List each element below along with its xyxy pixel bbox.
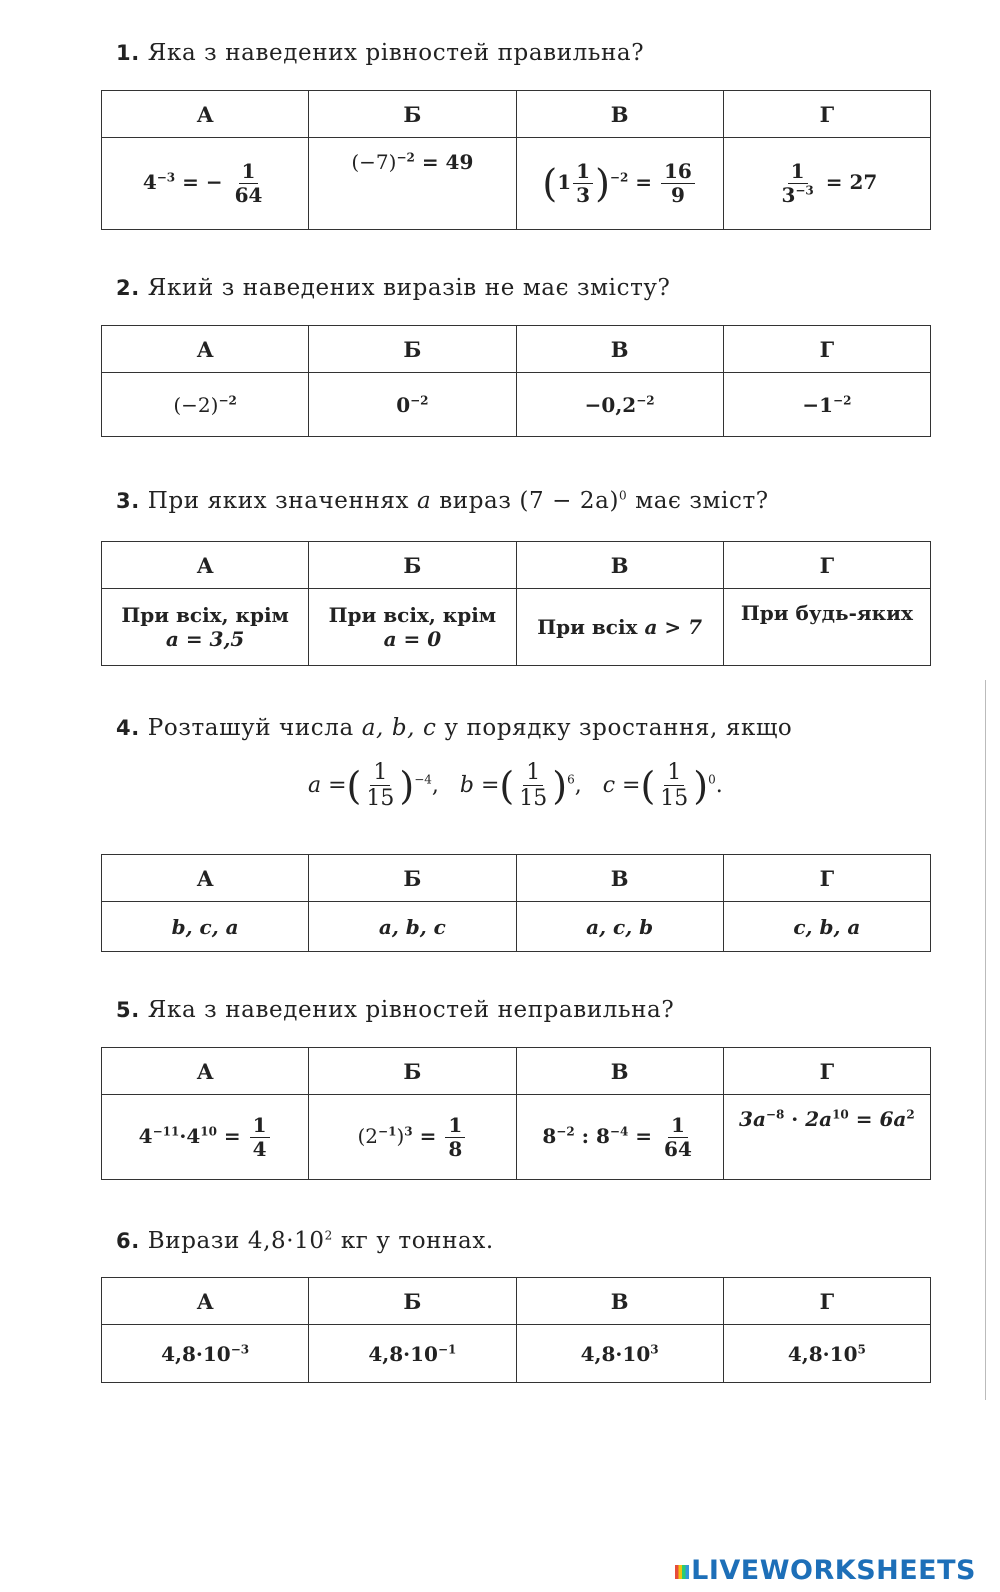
- header-a: А: [102, 855, 309, 902]
- question-4: 4. Розташуй числа a, b, c у порядку зростання, якщо: [116, 715, 793, 741]
- header-a: А: [102, 91, 309, 138]
- header-c: В: [516, 326, 723, 373]
- question-number: 3.: [116, 489, 140, 513]
- expression: (7 − 2a): [519, 488, 620, 514]
- option-a[interactable]: $(-2)^{-2}$: [102, 373, 309, 437]
- header-c: В: [516, 1048, 723, 1095]
- answer-table-3: [101, 541, 931, 666]
- option-c[interactable]: $-0,2^{-2}$: [516, 373, 723, 437]
- question-2: [116, 275, 670, 301]
- header-a: А: [102, 1048, 309, 1095]
- question-number: 2.: [116, 276, 140, 300]
- option-a[interactable]: b, c, a: [102, 902, 309, 952]
- option-b[interactable]: $(-7)^{-2} = 49$: [309, 138, 516, 230]
- logo-icon: [675, 1565, 689, 1579]
- header-c: В: [516, 542, 723, 589]
- option-d[interactable]: При будь-яких: [723, 589, 930, 666]
- answer-table-4: [101, 854, 931, 952]
- option-c[interactable]: a, c, b: [516, 902, 723, 952]
- question-text: Яка з наведених рівностей правильна?: [147, 40, 645, 66]
- question-number: 6.: [116, 1229, 140, 1253]
- header-b: Б: [309, 1048, 516, 1095]
- option-d[interactable]: $3a^{-8} \cdot 2a^{10} = 6a^2$: [723, 1095, 930, 1180]
- option-a[interactable]: $4^{-11}\cdot 4^{10}$ = $\frac{1}{4}$: [102, 1095, 309, 1180]
- option-b[interactable]: При всіх, крім a = 0: [309, 589, 516, 666]
- question-text: Яка з наведених рівностей неправильна?: [147, 997, 675, 1023]
- header-d: Г: [723, 1048, 930, 1095]
- header-d: Г: [723, 1278, 930, 1325]
- header-c: В: [516, 1278, 723, 1325]
- question-number: 5.: [116, 998, 140, 1022]
- answer-table-5: [101, 1047, 931, 1180]
- value: 4,8·10: [247, 1228, 325, 1254]
- answer-table-6: [101, 1277, 931, 1383]
- definitions: a =( $\frac{1}{15}$ )$^{-4}$, b =( $\frac{1}{15}$ )$^6$, c =( $\frac{1}{15}$ )$^0$.: [308, 760, 723, 812]
- header-c: В: [516, 855, 723, 902]
- option-c[interactable]: При всіх a > 7: [516, 589, 723, 666]
- option-d[interactable]: $\frac{1}{3^{-3}}$ = 27: [723, 138, 930, 230]
- question-6: 6. Вирази $4,8\cdot 10^2$ кг у тоннах.: [116, 1228, 494, 1254]
- header-a: А: [102, 1278, 309, 1325]
- option-b[interactable]: a, b, c: [309, 902, 516, 952]
- question-number: 4.: [116, 716, 140, 740]
- option-c[interactable]: $4,8\cdot 10^3$: [516, 1325, 723, 1383]
- option-c[interactable]: (1 $\frac{1}{3}$ )$^{-2}$ = $\frac{16}{9}$: [516, 138, 723, 230]
- question-1: [116, 40, 644, 66]
- header-d: Г: [723, 326, 930, 373]
- header-d: Г: [723, 542, 930, 589]
- header-a: А: [102, 326, 309, 373]
- option-b[interactable]: $(2^{-1})^3$ = $\frac{1}{8}$: [309, 1095, 516, 1180]
- question-3: 3. При яких значеннях a вираз $(7 - 2a)^0$ має зміст?: [116, 488, 769, 514]
- liveworksheets-logo: LIVEWORKSHEETS: [675, 1555, 976, 1586]
- page-edge-line: [985, 680, 986, 1400]
- option-c[interactable]: $8^{-2}$ : $8^{-4}$ = $\frac{1}{64}$: [516, 1095, 723, 1180]
- answer-table-1: [101, 90, 931, 230]
- header-b: Б: [309, 1278, 516, 1325]
- option-a[interactable]: $4^{-3}$ = − $\frac{1}{64}$: [102, 138, 309, 230]
- header-d: Г: [723, 91, 930, 138]
- question-text: Який з наведених виразів не має змісту?: [147, 275, 671, 301]
- header-b: Б: [309, 91, 516, 138]
- answer-table-2: [101, 325, 931, 437]
- header-b: Б: [309, 326, 516, 373]
- option-d[interactable]: c, b, a: [723, 902, 930, 952]
- question-5: [116, 997, 674, 1023]
- header-b: Б: [309, 855, 516, 902]
- option-b[interactable]: $0^{-2}$: [309, 373, 516, 437]
- header-a: А: [102, 542, 309, 589]
- option-d[interactable]: $-1^{-2}$: [723, 373, 930, 437]
- header-d: Г: [723, 855, 930, 902]
- header-b: Б: [309, 542, 516, 589]
- option-a[interactable]: При всіх, крім a = 3,5: [102, 589, 309, 666]
- header-c: В: [516, 91, 723, 138]
- option-b[interactable]: $4,8\cdot 10^{-1}$: [309, 1325, 516, 1383]
- question-number: 1.: [116, 41, 140, 65]
- option-d[interactable]: $4,8\cdot 10^5$: [723, 1325, 930, 1383]
- option-a[interactable]: $4,8\cdot 10^{-3}$: [102, 1325, 309, 1383]
